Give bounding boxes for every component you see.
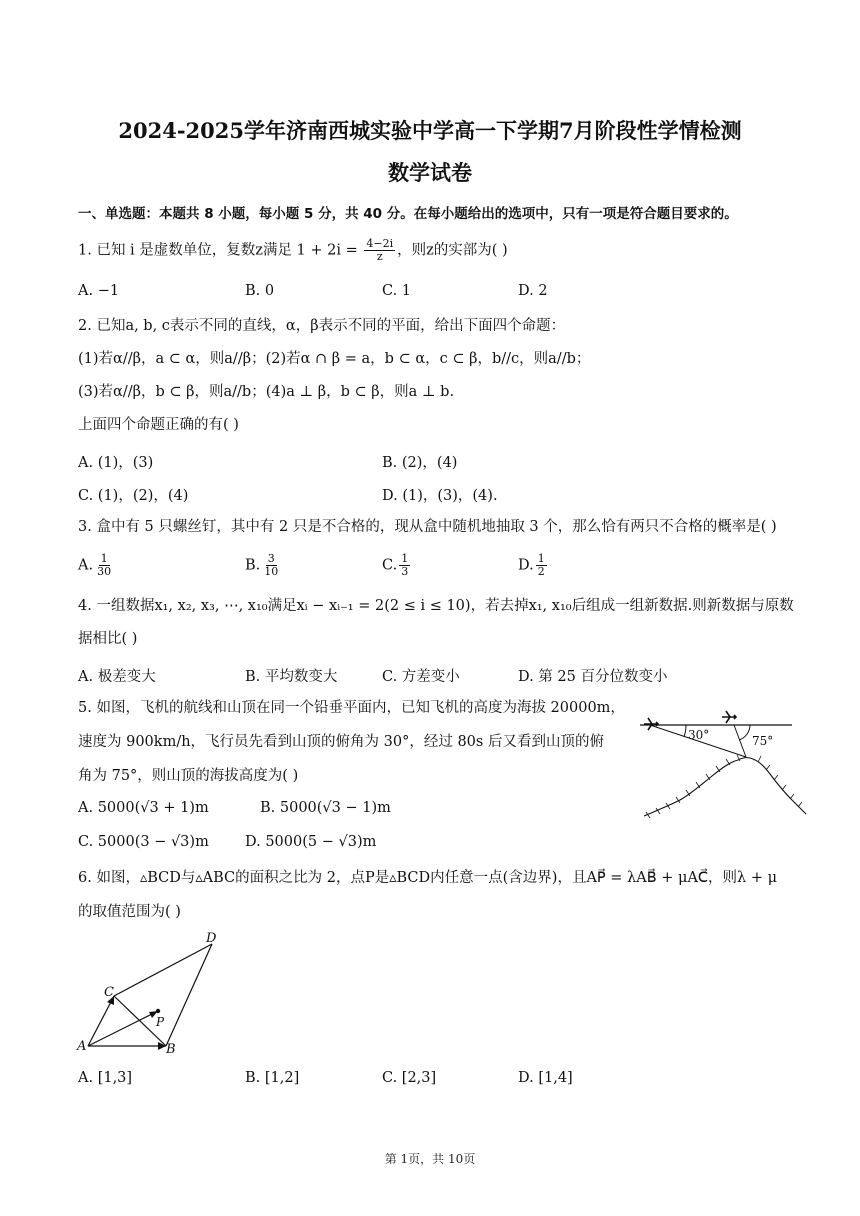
q3-option-c (382, 553, 412, 578)
q5-option-d: D. 5000(5 − √3)m (245, 834, 377, 850)
q2-line-1: 2. 已知a, b, c表示不同的直线，α，β表示不同的平面，给出下面四个命题： (78, 318, 566, 334)
q3-option-b (245, 553, 282, 578)
q3-option-b-label: B. (245, 557, 261, 574)
angle-arc-30 (684, 725, 686, 737)
q4-line-1: 4. 一组数据x₁, x₂, x₃, ⋯, x₁₀满足xᵢ − xᵢ₋₁ = 2(2 ≤ i ≤ 10)，若去掉x₁, x₁₀后组成一组新数据.则新数据与原数 (78, 598, 794, 614)
label-D: D (206, 931, 217, 946)
q5-option-a: A. 5000(√3 + 1)m (78, 800, 209, 816)
question-1-stem (78, 238, 508, 263)
segment-BD (166, 944, 212, 1046)
segment-AP (88, 1012, 156, 1046)
q3-option-a-frac (95, 553, 113, 578)
angle-label-75: 75° (752, 734, 774, 748)
q1-frac-den: z (376, 250, 383, 263)
q1-option-a: A. −1 (78, 283, 120, 299)
q2-option-a: A. (1)，(3) (78, 455, 154, 471)
q3-option-d-label: D. (518, 557, 534, 574)
q3-option-c-label: C. (382, 557, 398, 574)
q2-option-b: B. (2)，(4) (382, 455, 458, 471)
q6-geometry-figure (72, 926, 232, 1061)
airplane-icon (644, 718, 658, 730)
q4-option-b: B. 平均数变大 (245, 669, 338, 685)
q1-option-d: D. 2 (518, 283, 548, 299)
q5-option-c: C. 5000(3 − √3)m (78, 834, 209, 850)
q6-option-a: A. [1,3] (78, 1070, 133, 1086)
q4-option-c: C. 方差变小 (382, 669, 460, 685)
arrowhead-AB (158, 1042, 166, 1050)
q4-option-a: A. 极差变大 (78, 669, 156, 685)
q2-option-d: D. (1)，(3)，(4). (382, 488, 498, 504)
angle-arc-75 (739, 725, 750, 740)
q3-b-num: 3 (267, 552, 275, 565)
point-P-dot (156, 1009, 160, 1013)
q2-line-4: 上面四个命题正确的有( ) (78, 417, 239, 433)
mountain-outline (644, 758, 806, 816)
label-B: B (166, 1042, 176, 1057)
segment-AC (88, 996, 114, 1046)
exam-subtitle: 数学试卷 (388, 160, 472, 185)
angle-label-30: 30° (688, 728, 710, 742)
q3-option-d (518, 553, 549, 578)
q3-option-a (78, 553, 115, 578)
section-heading: 一、单选题：本题共 8 小题，每小题 5 分，共 40 分。在每小题给出的选项中，只有一项是符合题目要求的。 (78, 206, 738, 222)
segment-CD (114, 944, 212, 996)
q3-a-num: 1 (100, 552, 108, 565)
q3-option-a-label: A. (78, 557, 94, 574)
q3-d-num: 1 (537, 552, 545, 565)
q6-option-c: C. [2,3] (382, 1070, 437, 1086)
q3-option-b-frac (262, 553, 280, 578)
q3-stem: 3. 盒中有 5 只螺丝钉，其中有 2 只是不合格的，现从盒中随机地抽取 3 个，那么恰有两只不合格的概率是( ) (78, 519, 777, 535)
q2-line-3: (3)若α//β，b ⊂ β，则a//b；(4)a ⊥ β，b ⊂ β，则a ⊥ b. (78, 384, 455, 400)
q1-stem-b: ，则z的实部为( ) (397, 242, 508, 259)
q5-line-3: 角为 75°，则山顶的海拔高度为( ) (78, 768, 299, 784)
label-P: P (156, 1015, 165, 1029)
q3-b-den: 10 (264, 565, 279, 578)
exam-title: 2024-2025学年济南西城实验中学高一下学期7月阶段性学情检测 (118, 118, 742, 143)
sight-line-75 (734, 725, 746, 757)
label-A: A (77, 1039, 87, 1054)
q6-line-1: 6. 如图，▵BCD与▵ABC的面积之比为 2，点P是▵BCD内任意一点(含边界)，且AP⃗ = λAB⃗ + μAC⃗，则λ + μ (78, 870, 778, 886)
q3-option-d-frac (536, 553, 547, 578)
q3-c-num: 1 (401, 552, 409, 565)
q3-a-den: 30 (97, 565, 112, 578)
q4-option-d: D. 第 25 百分位数变小 (518, 669, 668, 685)
q5-line-2: 速度为 900km/h，飞行员先看到山顶的俯角为 30°，经过 80s 后又看到山顶的俯 (78, 734, 604, 750)
q3-option-c-frac (399, 553, 410, 578)
q5-mountain-figure (630, 700, 810, 820)
q1-stem-a: 1. 已知 i 是虚数单位，复数z满足 1 + 2i = (78, 242, 363, 259)
q3-c-den: 3 (401, 565, 409, 578)
q1-frac-num: 4−2i (366, 237, 394, 250)
q6-option-b: B. [1,2] (245, 1070, 300, 1086)
airplane-icon (722, 711, 736, 723)
q5-line-1: 5. 如图，飞机的航线和山顶在同一个铅垂平面内，已知飞机的高度为海拔 20000m， (78, 700, 625, 716)
mountain-hatching (646, 755, 802, 818)
q1-option-c: C. 1 (382, 283, 412, 299)
q2-line-2: (1)若α//β，a ⊂ α，则a//β；(2)若α ∩ β = a，b ⊂ α，c ⊂ β，b//c，则a//b； (78, 351, 591, 367)
page-footer: 第 1页，共 10页 (384, 1152, 476, 1166)
label-C: C (104, 985, 114, 1000)
q3-d-den: 2 (537, 565, 545, 578)
q6-option-d: D. [1,4] (518, 1070, 573, 1086)
q1-option-b: B. 0 (245, 283, 275, 299)
q4-line-2: 据相比( ) (78, 631, 138, 647)
q2-option-c: C. (1)，(2)，(4) (78, 488, 189, 504)
q1-fraction (364, 238, 395, 263)
q5-option-b: B. 5000(√3 − 1)m (260, 800, 391, 816)
q6-line-2: 的取值范围为( ) (78, 904, 181, 920)
